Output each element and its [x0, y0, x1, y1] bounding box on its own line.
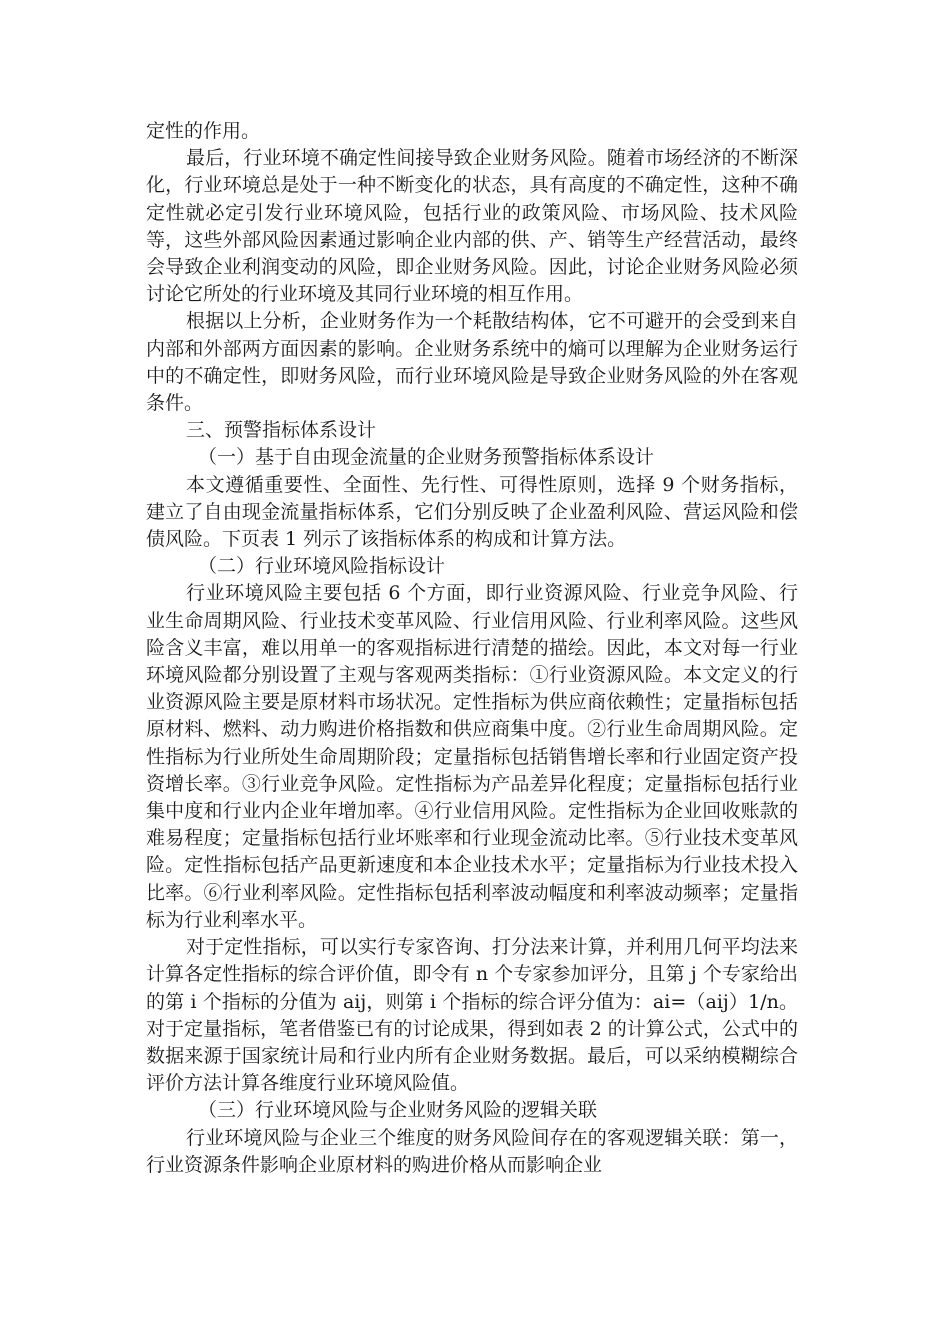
- paragraph-industry-uncertainty: 最后，行业环境不确定性间接导致企业财务风险。随着市场经济的不断深化，行业环境总是处于一种不断变化的状态，具有高度的不确定性，这种不确定性就必定引发行业环境风险，包括行业的政策风险、市场风险、技术风险等，这些外部风险因素通过影响企业内部的供、产、销等生产经营活动，最终会导致企业利润变动的风险，即企业财务风险。因此，讨论企业财务风险必须讨论它所处的行业环境及其同行业环境的相互作用。: [146, 147, 798, 306]
- paragraph-continuation: 定性的作用。: [146, 120, 261, 142]
- paragraph-analysis-summary: 根据以上分析，企业财务作为一个耗散结构体，它不可避开的会受到来自内部和外部两方面因素的影响。企业财务系统中的熵可以理解为企业财务运行中的不确定性，即财务风险，而行业环境风险是导致企业财务风险的外在客观条件。: [146, 310, 798, 415]
- paragraph-logical-relation: 行业环境风险与企业三个维度的财务风险间存在的客观逻辑关联：第一，行业资源条件影响企业原材料的购进价格从而影响企业: [146, 1126, 798, 1176]
- paragraph-cash-flow-indicators: 本文遵循重要性、全面性、先行性、可得性原则，选择 9 个财务指标，建立了自由现金流量指标体系，它们分别反映了企业盈利风险、营运风险和偿债风险。下页表 1 列示了该指标体系的构成和计算方法。: [146, 473, 798, 551]
- subheading-logical-relation: （三）行业环境风险与企业财务风险的逻辑关联: [198, 1099, 598, 1122]
- subheading-industry-risk-indicators: （二）行业环境风险指标设计: [198, 555, 446, 578]
- document-body: [146, 118, 798, 1179]
- section-heading-indicator-design: 三、预警指标体系设计: [186, 419, 377, 442]
- subheading-cash-flow-indicators: （一）基于自由现金流量的企业财务预警指标体系设计: [198, 446, 655, 469]
- paragraph-qualitative-scoring: 对于定性指标，可以实行专家咨询、打分法来计算，并利用几何平均法来计算各定性指标的综合评价值，即令有 n 个专家参加评分，且第 j 个专家给出的第 i 个指标的分值为 aij，则第 i 个指标的综合评分值为：ai=（aij）1/n。对于定量指标，笔者借鉴已有的讨论成果，得到如表 2 的计算公式，公式中的数据来源于国家统计局和行业内所有企业财务数据。最后，可以采纳模糊综合评价方法计算各维度行业环境风险值。: [146, 936, 798, 1095]
- paragraph-industry-risk-indicators: 行业环境风险主要包括 6 个方面，即行业资源风险、行业竞争风险、行业生命周期风险、行业技术变革风险、行业信用风险、行业利率风险。这些风险含义丰富，难以用单一的客观指标进行清楚的描绘。因此，本文对每一行业环境风险都分别设置了主观与客观两类指标：①行业资源风险。本文定义的行业资源风险主要是原材料市场状况。定性指标为供应商依赖性；定量指标包括原材料、燃料、动力购进价格指数和供应商集中度。②行业生命周期风险。定性指标为行业所处生命周期阶段；定量指标包括销售增长率和行业固定资产投资增长率。③行业竞争风险。定性指标为产品差异化程度；定量指标包括行业集中度和行业内企业年增加率。④行业信用风险。定性指标为企业回收账款的难易程度；定量指标包括行业坏账率和行业现金流动比率。⑤行业技术变革风险。定性指标包括产品更新速度和本企业技术水平；定量指标为行业技术投入比率。⑥行业利率风险。定性指标包括利率波动幅度和利率波动频率；定量指标为行业利率水平。: [146, 582, 798, 931]
